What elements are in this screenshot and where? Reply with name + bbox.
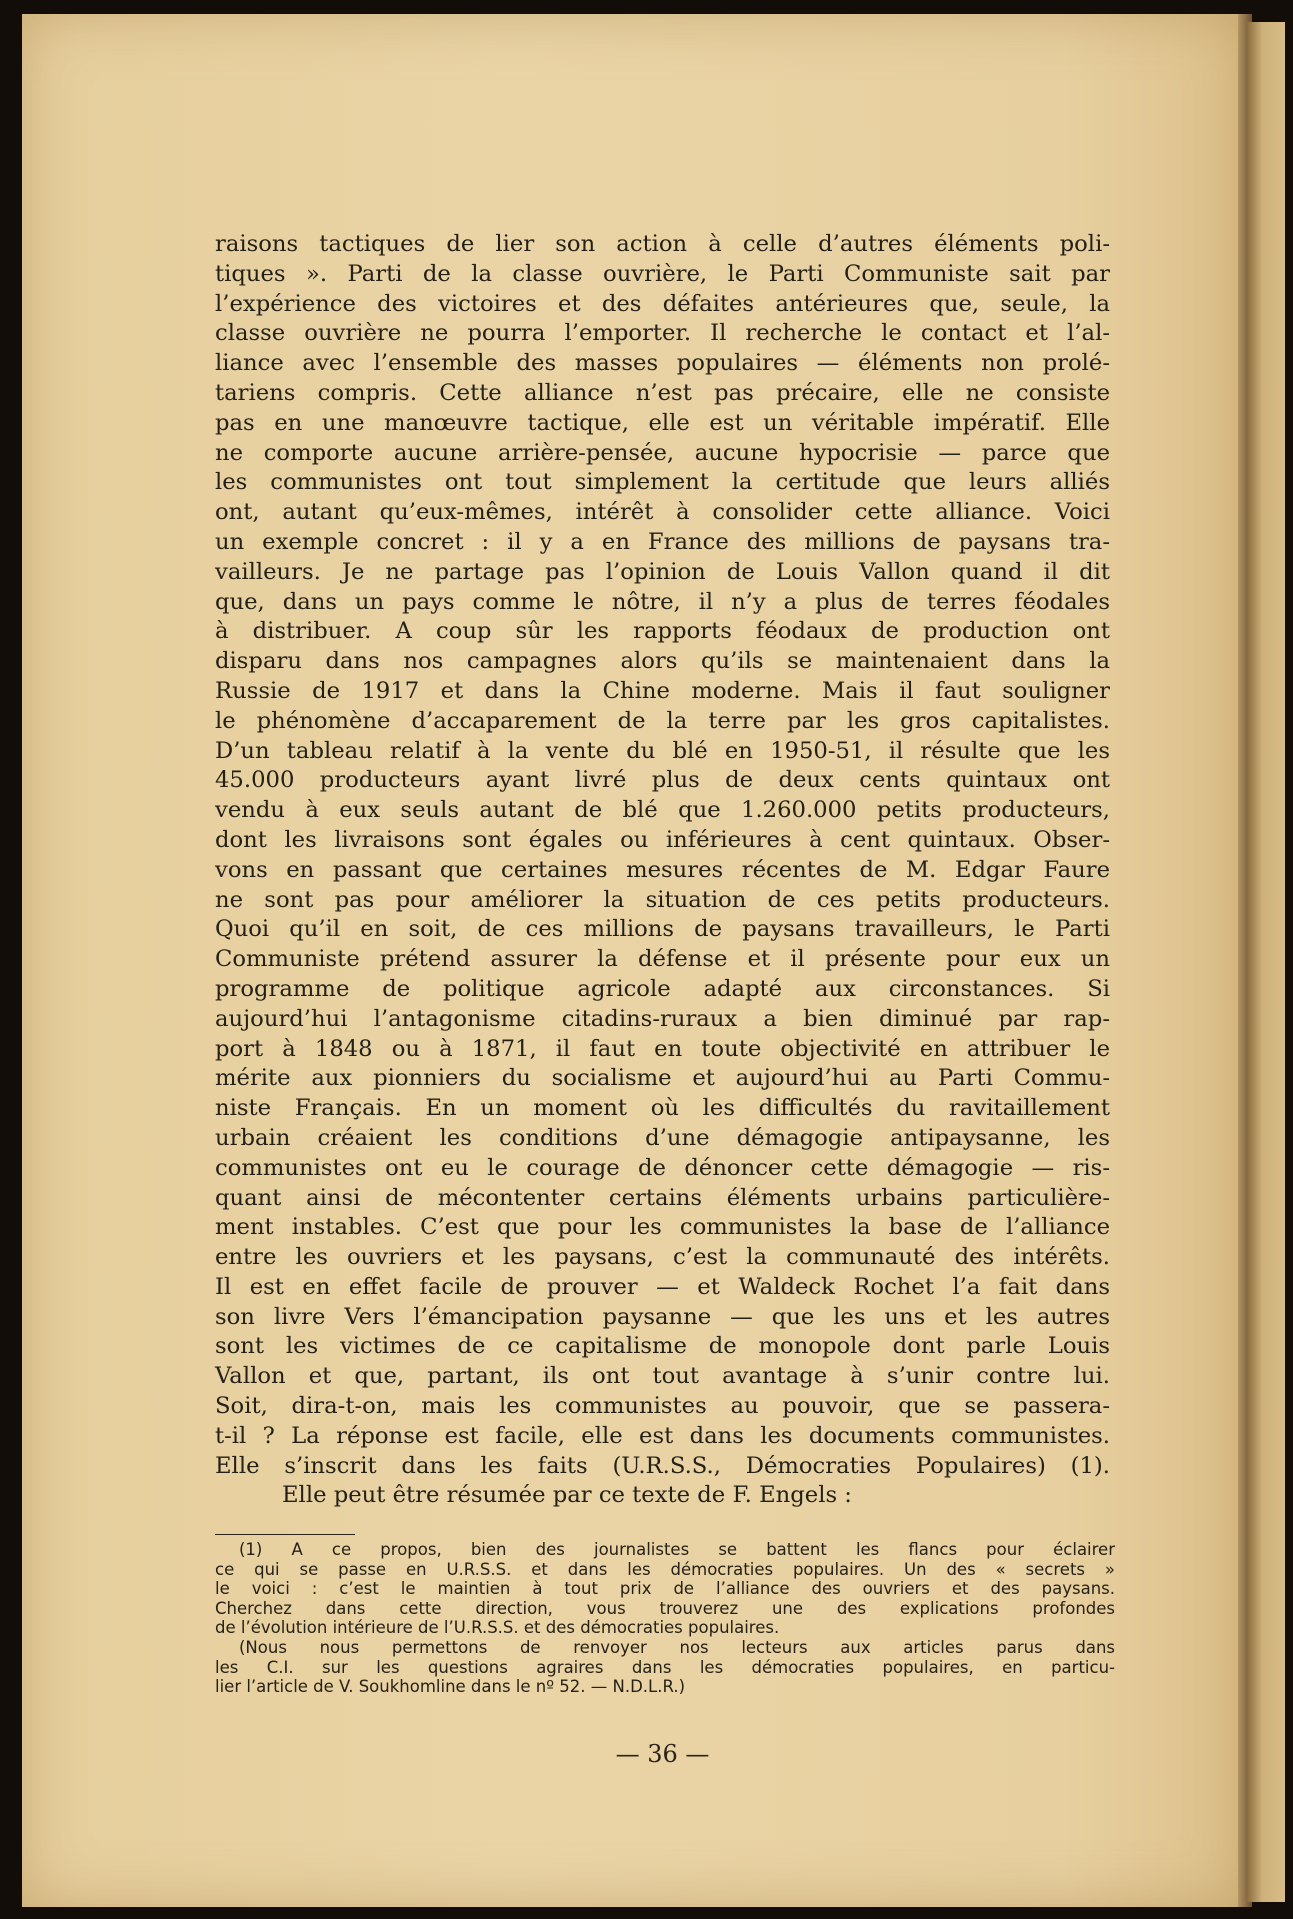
text-line: aujourd’hui l’antagonisme citadins-ruraux a bien diminué par rap- <box>215 1005 1110 1032</box>
text-line: communistes ont eu le courage de dénoncer cette démagogie — ris- <box>215 1154 1110 1181</box>
text-line: Elle s’inscrit dans les faits (U.R.S.S., Démocraties Populaires) (1). <box>215 1452 1110 1479</box>
text-line: niste Français. En un moment où les difficultés du ravitaillement <box>215 1095 1110 1122</box>
text-line: D’un tableau relatif à la vente du blé en 1950-51, il résulte que les <box>215 737 1110 764</box>
text-line: Il est en effet facile de prouver — et Waldeck Rochet l’a fait dans <box>215 1273 1110 1300</box>
text-line: ne comporte aucune arrière-pensée, aucune hypocrisie — parce que <box>215 439 1110 466</box>
body-text <box>215 230 1110 1511</box>
text-line: 45.000 producteurs ayant livré plus de deux cents quintaux ont <box>215 767 1110 794</box>
text-line: son livre Vers l’émancipation paysanne — que les uns et les autres <box>215 1303 1110 1330</box>
text-line: Soit, dira-t-on, mais les communistes au pouvoir, que se passera- <box>215 1393 1110 1420</box>
footnote-line: les C.I. sur les questions agraires dans les démocraties populaires, en particu- <box>215 1657 1115 1677</box>
text-line: vendu à eux seuls autant de blé que 1.260.000 petits producteurs, <box>215 797 1110 824</box>
footnote-line: (1) A ce propos, bien des journalistes se battent les flancs pour éclairer <box>239 1540 1115 1559</box>
text-line: vons en passant que certaines mesures récentes de M. Edgar Faure <box>215 856 1110 883</box>
facing-page-edge <box>1247 22 1285 1902</box>
footnote-line: de l’évolution intérieure de l’U.R.S.S. et des démocraties populaires. <box>215 1618 780 1638</box>
text-line: Russie de 1917 et dans la Chine moderne. Mais il faut souligner <box>215 677 1110 704</box>
text-line: un exemple concret : il y a en France des millions de paysans tra- <box>215 528 1110 555</box>
text-line: ont, autant qu’eux-mêmes, intérêt à consolider cette alliance. Voici <box>215 499 1110 526</box>
text-line: liance avec l’ensemble des masses populaires — éléments non prolé- <box>215 350 1110 377</box>
footnote-line: lier l’article de V. Soukhomline dans le nº 52. — N.D.L.R.) <box>215 1677 686 1697</box>
text-line: disparu dans nos campagnes alors qu’ils se maintenaient dans la <box>215 648 1110 675</box>
text-line: urbain créaient les conditions d’une démagogie antipaysanne, les <box>215 1124 1110 1151</box>
text-line: programme de politique agricole adapté aux circonstances. Si <box>215 975 1110 1002</box>
text-line: pas en une manœuvre tactique, elle est un véritable impératif. Elle <box>215 409 1110 436</box>
footnotes <box>215 1540 1115 1697</box>
text-line: mérite aux pionniers du socialisme et aujourd’hui au Parti Commu- <box>215 1065 1110 1092</box>
text-line: dont les livraisons sont égales ou inférieures à cent quintaux. Obser- <box>215 826 1110 853</box>
text-line: tiques ». Parti de la classe ouvrière, le Parti Communiste sait par <box>215 260 1110 287</box>
text-line: sont les victimes de ce capitalisme de monopole dont parle Louis <box>215 1333 1110 1360</box>
text-line: l’expérience des victoires et des défaites antérieures que, seule, la <box>215 290 1110 317</box>
text-line: Vallon et que, partant, ils ont tout avantage à s’unir contre lui. <box>215 1363 1110 1390</box>
text-line: port à 1848 ou à 1871, il faut en toute objectivité en attribuer le <box>215 1035 1110 1062</box>
text-line: quant ainsi de mécontenter certains éléments urbains particulière- <box>215 1184 1110 1211</box>
text-line: raisons tactiques de lier son action à celle d’autres éléments poli- <box>215 231 1110 257</box>
text-line: t-il ? La réponse est facile, elle est dans les documents communistes. <box>215 1422 1110 1449</box>
footnote-line: Cherchez dans cette direction, vous trouverez une des explications profondes <box>215 1598 1115 1618</box>
text-line: entre les ouvriers et les paysans, c’est la communauté des intérêts. <box>215 1244 1110 1271</box>
text-line: Quoi qu’il en soit, de ces millions de paysans travailleurs, le Parti <box>215 916 1110 943</box>
page-number: — 36 — <box>615 1740 710 1768</box>
footnote-line: ce qui se passe en U.R.S.S. et dans les démocraties populaires. Un des « secrets » <box>215 1559 1115 1579</box>
text-line: Elle peut être résumée par ce texte de F. Engels : <box>282 1482 852 1509</box>
text-line: ne sont pas pour améliorer la situation de ces petits producteurs. <box>215 886 1110 913</box>
text-line: vailleurs. Je ne partage pas l’opinion de Louis Vallon quand il dit <box>215 558 1110 585</box>
text-line: tariens compris. Cette alliance n’est pas précaire, elle ne consiste <box>215 379 1110 406</box>
text-line: ment instables. C’est que pour les communistes la base de l’alliance <box>215 1214 1110 1241</box>
text-line: le phénomène d’accaparement de la terre par les gros capitalistes. <box>215 707 1110 734</box>
text-line: Communiste prétend assurer la défense et il présente pour eux un <box>215 946 1110 973</box>
footnote-divider <box>215 1534 355 1535</box>
footnote-line: le voici : c’est le maintien à tout prix de l’alliance des ouvriers et des paysans. <box>215 1579 1115 1599</box>
footnote-line: (Nous nous permettons de renvoyer nos lecteurs aux articles parus dans <box>239 1637 1115 1657</box>
text-line: classe ouvrière ne pourra l’emporter. Il recherche le contact et l’al- <box>215 320 1110 347</box>
text-line: que, dans un pays comme le nôtre, il n’y a plus de terres féodales <box>215 588 1110 615</box>
text-line: les communistes ont tout simplement la certitude que leurs alliés <box>215 469 1110 496</box>
text-line: à distribuer. A coup sûr les rapports féodaux de production ont <box>215 618 1110 645</box>
